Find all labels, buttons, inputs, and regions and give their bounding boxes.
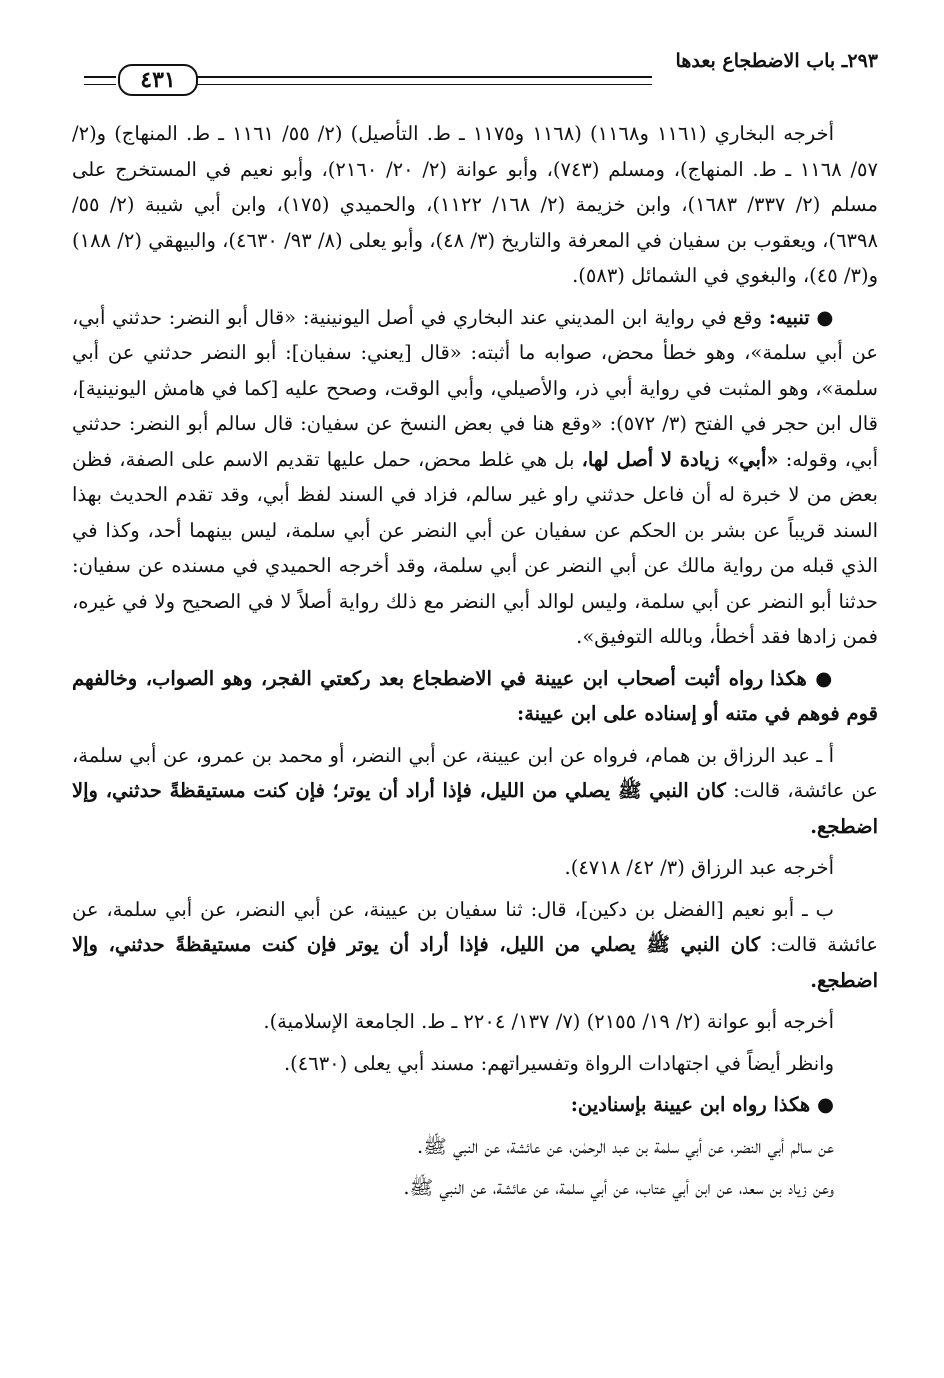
tanbih-text-b: بل هي غلط محض، حمل عليها تقديم الاسم على الصفة، فظن بعض من لا خبرة له أن فاعل حدثني راو غير سالم، فزاد في السند لفظ أبي، وقد تقدم الحديث بهذا السند قريباً عن بشر بن الحكم عن سفيان عن أبي النضر عن أبي سلمة، ليس بينهما أحد، وكذا في الذي قبله من رواية مالك عن أبي النضر عن أبي سلمة، وقد أخرجه الحميدي في مسنده عن سفيان: حدثنا أبو النضر عن أبي سلمة، وليس لوالد أبي النضر مع ذلك رواية أصلاً لا في الصحيح ولا في غيره، فمن زادها فقد أخطأ، وبالله التوفيق». <box>72 447 878 648</box>
riwaya-text: ب ـ أبو نعيم [الفضل بن دكين]، قال: ثنا سفيان بن عيينة، عن أبي النضر، عن أبي سلمة، عن عائشة قالت: <box>72 897 878 956</box>
tanbih-label: تنبيه: <box>768 305 810 329</box>
chapter-title: ٢٩٣ـ باب الاضطجاع بعدها <box>675 50 878 72</box>
section-heading-text: هكذا رواه أثبت أصحاب ابن عيينة في الاضطجاع بعد ركعتي الفجر، وهو الصواب، وخالفهم قوم فوهم في متنه أو إسناده على ابن عيينة: <box>72 666 878 725</box>
header-rule <box>194 76 652 85</box>
section-heading <box>72 1087 878 1123</box>
page-body <box>72 116 878 1206</box>
section-heading-text: هكذا رواه ابن عيينة بإسنادين: <box>570 1093 811 1116</box>
takhrij-paragraph <box>72 116 878 294</box>
hadith-matn: كان النبي ﷺ يصلي من الليل، فإذا أراد أن يوتر؛ فإن كنت مستيقظةً حدثني، وإلا اضطجع. <box>72 779 878 838</box>
see-also-text: وانظر أيضاً في اجتهادات الرواة وتفسيراتهم: مسند أبي يعلى (٤٦٣٠). <box>283 1051 834 1075</box>
riwaya-paragraph <box>72 738 878 845</box>
takhrij-paragraph <box>72 1004 878 1040</box>
section-heading <box>72 661 878 732</box>
page-number: ٤٣١ <box>118 64 198 96</box>
riwaya-text: أ ـ عبد الرزاق بن همام، فرواه عن ابن عيينة، عن أبي النضر، أو محمد بن عمرو، عن أبي سلمة، عن عائشة، قالت: <box>72 743 878 802</box>
circle-marker-icon: ● <box>816 1093 834 1116</box>
takhrij-text: أخرجه البخاري (١١٦١ و١١٦٨) (١١٦٨ و١١٧٥ ـ ط. التأصيل) (٢/ ٥٥/ ١١٦١ ـ ط. المنهاج) و(٢/ ٥٧/ ١١٦٨ ـ ط. المنهاج)، ومسلم (٧٤٣)، وأبو عوانة (٢/ ٢٠/ ٢١٦٠)، وأبو نعيم في المستخرج على مسلم (٢/ ٣٣٧/ ١٦٨٣)، وابن خزيمة (٢/ ١٦٨/ ١١٢٢)، والحميدي (١٧٥)، وابن أبي شيبة (٢/ ٥٥/ ٦٣٩٨)، ويعقوب بن سفيان في المعرفة والتاريخ (٣/ ٤٨)، وأبو يعلى (٨/ ٩٣/ ٤٦٣٠)، والبيهقي (٢/ ١٨٨) و(٣/ ٤٥)، والبغوي في الشمائل (٥٨٣). <box>72 122 878 287</box>
isnad-text: وعن زياد بن سعد، عن ابن أبي عتاب، عن أبي سلمة، عن عائشة، عن النبي ﷺ. <box>403 1176 834 1199</box>
takhrij-text: أخرجه عبد الرزاق (٣/ ٤٢/ ٤٧١٨). <box>564 856 834 879</box>
isnad-text: عن سالم أبي النضر، عن أبي سلمة بن عبد الرحمٰن، عن عائشة، عن النبي ﷺ. <box>417 1134 834 1158</box>
page-header <box>84 40 878 92</box>
isnad-line <box>72 1129 878 1165</box>
bullet-icon: ● <box>816 305 835 329</box>
tanbih-bold: «أبي» زيادة لا أصل لها، <box>581 447 779 471</box>
takhrij-paragraph <box>72 850 878 886</box>
tanbih-text-a: وقع في رواية ابن المديني عند البخاري في أصل اليونينية: «قال أبو النضر: حدثني أبي، عن أبي سلمة»، وهو خطأ محض، صوابه ما أثبته: «قال [يعني: سفيان]: أبو النضر حدثني عن أبي سلمة»، وهو المثبت في رواية أبي ذر، والأصيلي، وأبي الوقت، وصحح عليه [كما في هامش اليونينية]، قال ابن حجر في الفتح (٣/ ٥٧٢): «وقع هنا في بعض النسخ عن سفيان: قال سالم أبو النضر: حدثني أبي، وقوله: <box>72 305 879 471</box>
see-also-paragraph <box>72 1046 878 1082</box>
circle-marker-icon: ● <box>815 666 835 690</box>
takhrij-text: أخرجه أبو عوانة (٢/ ١٩/ ٢١٥٥) (٧/ ١٣٧/ ٢٢٠٤ ـ ط. الجامعة الإسلامية). <box>263 1010 834 1033</box>
hadith-matn: كان النبي ﷺ يصلي من الليل، فإذا أراد أن يوتر فإن كنت مستيقظةً حدثني، وإلا اضطجع. <box>72 933 878 992</box>
header-rule-left <box>84 76 116 85</box>
tanbih-paragraph <box>72 300 878 655</box>
riwaya-paragraph <box>72 892 878 999</box>
isnad-line <box>72 1170 878 1206</box>
